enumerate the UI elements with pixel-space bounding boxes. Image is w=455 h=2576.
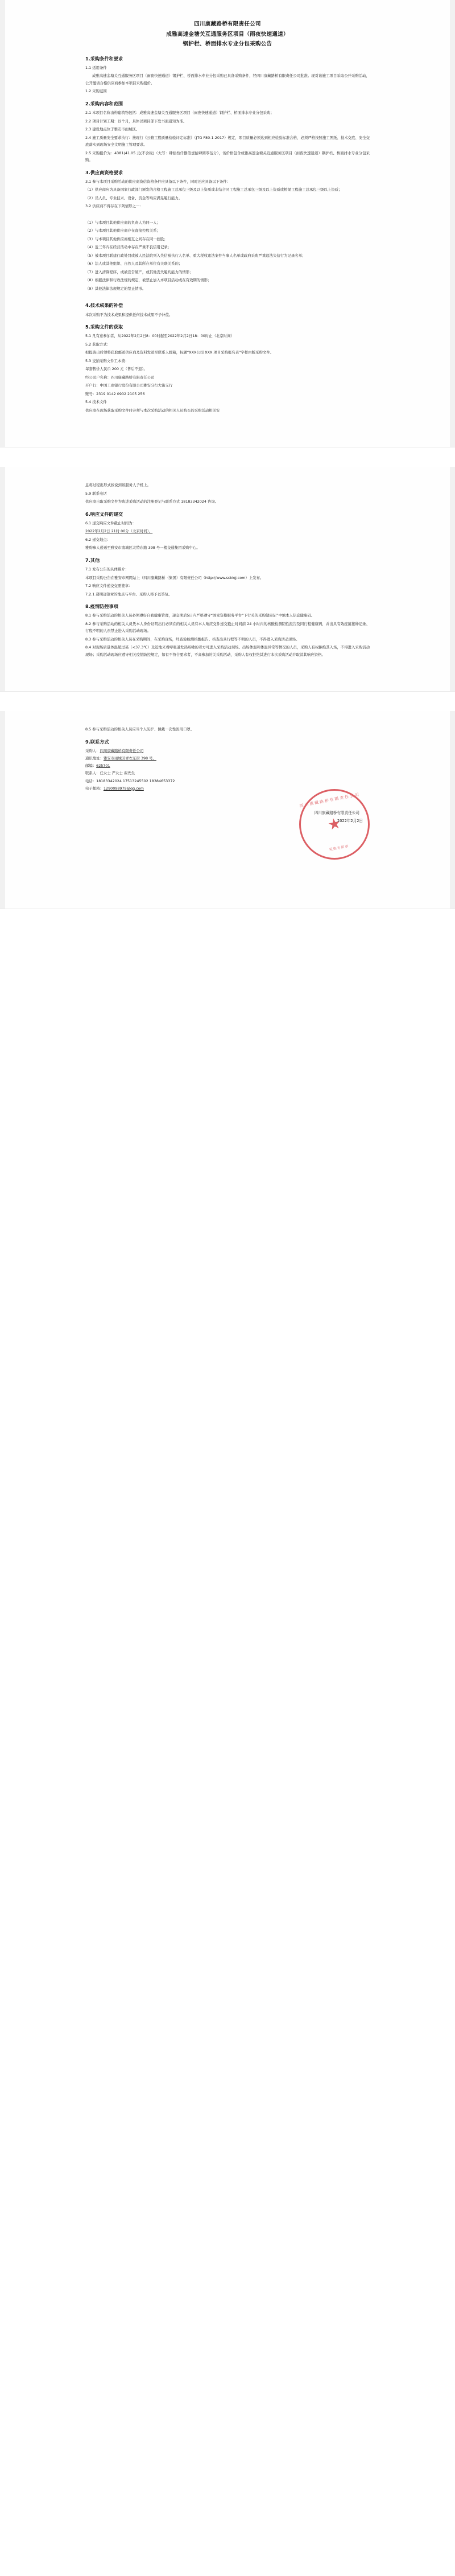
document-sheet-1: [0, 0, 455, 447]
title-line-3: 钢护栏、桥面排水专业分包采购公告: [183, 41, 272, 48]
seal-top-text: 四川康藏路桥有限责任公司: [299, 792, 361, 808]
contact-label: 邮编：: [85, 763, 97, 769]
section-5-line-3: 拟提请出后须将获取邮送供应商及资料发送至联系人邮箱，标题“XXX公司 XXX 项目采购报名表”字样由版采购文件。: [85, 350, 274, 355]
section-2-line-2: 2.2 项目计划工期：以个月，具体以项目部下发书面通知为准。: [85, 118, 187, 124]
section-8-line-3: 8.3 参与采购活动的相关人员在采购期间，在采购现场，经查验检测核酸报告、核查出具行程等不明的人员，不得进入采购活动现场。: [85, 636, 300, 642]
contact-row: [85, 747, 370, 755]
section-7-line-4: 7.2.1 递期递签章的地点与平台、采购人将予以答复。: [85, 591, 172, 597]
section-heading-7: 7.其他: [85, 557, 100, 563]
list-item: （9）其他法律法规规定的禁止情形。: [85, 286, 146, 291]
list-item: （1）与本项目其他供应商的负责人为同一人；: [85, 220, 160, 225]
section-5-line-4: 5.3 交纳采购文件工本费：: [85, 358, 129, 363]
list-item: （7）进入清算程序，或被宣告破产，或其他丧失履约能力的情形；: [85, 269, 193, 274]
list-item: （2）与本项目其他供应商存在直接控股关系；: [85, 228, 160, 233]
signature-company: 四川康藏路桥有限责任公司: [314, 810, 359, 815]
contact-value: 625701: [96, 763, 110, 769]
list-item: （8）根据法律和行政法规的规定，被禁止加入本项目活动或在有效期的情形；: [85, 278, 212, 283]
section-2-line-5: 2.5 采购报价为：4381(41.05 元(不含税)（大写：肆拾叁仟捌佰壹拾肆圆零伍分），该价格包含成雅高速金塘关互通服务区项目（雨夜快速通道）钢护栏、桥面排水专业分包采购。: [85, 150, 370, 163]
section-7-line-2: 本项目采购公告在雅安市网网站上（四川康藏路桥（集团）有限责任公司（http://www.scklqj.com）上发布。: [85, 575, 264, 580]
section-heading-2: 2.采购内容和范围: [85, 100, 123, 106]
section-7-line-1: 7.1 发布公告的具体媒介：: [85, 567, 129, 572]
contact-value: 四川康藏路桥有限责任公司: [100, 749, 144, 754]
section-1-line-1: 1.1 适用条件: [85, 65, 107, 70]
section-5-line-6: 经公司户名称：四川康藏路桥有限责任公司: [85, 375, 155, 380]
seal-star-icon: ★: [326, 814, 343, 834]
document-sheet-2: [0, 467, 455, 692]
continuation-line-3: 供应商自取采购文件为购进采购活动的注册登记与联系方式 18183342024 咨询。: [85, 499, 219, 504]
section-1-line-2: 成雅高速金塘关互通服务区项目（雨夜快速通道）钢护栏、桥面排水专业分包采购已具备采购条件，经四川康藏路桥有限责任公司批准。现对该施工项目采取公开采购活动，公开邀请合格供应商参加本项目采购报价。: [85, 73, 370, 85]
section-5-line-1: 5.1 凡有意参加者，从2022年2月2日8：00时起至2022年2月2日18：00时止（北京时间）: [85, 334, 234, 339]
list-item: （6）法人或其他组织、自然人及其所在单位有关联关系的；: [85, 261, 183, 266]
contact-row: [85, 755, 370, 762]
page-edge-right: [450, 467, 455, 691]
section-2-line-3: 2.3 建设地点位于雅安市雨城区。: [85, 127, 140, 132]
contact-value: 18183342024 17513245502 18384653372: [96, 778, 175, 783]
contact-value: 1290098979@qq.com: [103, 786, 144, 791]
section-5-line-8: 账号：2319 0142 0902 2105 256: [85, 391, 145, 396]
continuation-line-1: 息将过程出形式按说到该服务人予机上。: [85, 483, 151, 488]
list-item: （3）与本项目其他供应商相互之间存在同一控股；: [85, 236, 168, 241]
page-title: [85, 19, 370, 50]
contact-label: 电子邮箱：: [85, 786, 104, 791]
title-line-1: 四川康藏路桥有限责任公司: [194, 21, 261, 27]
section-5-line-10: 供应商在现场获取采购文件时必须与本次采购活动的相关人员购买的采购活动相关安: [85, 408, 220, 413]
section-8-line-4: 8.4 对现场质量体温超过某（<37.3℃）及近地来看呼吸道发热咳嗽的者方可进入采购活动现场。出场体温和体温异常等情况的人员，采购人有权拒绝其入场，不得进入采购活动现场；采购活动现场应遵守相关疫情防控规定，如有不符合要求者，不高参加的关采购活动，采购人有权拒绝其进行本次采购活动并取消其响应资格。: [85, 645, 370, 657]
section-8-line-2: 8.2 参与采购活动的相关人员凭本人身份证明出行必须在的相关人员有本人响应交件递交截止时间前 24 小时内的核酸检测阴性报告及同行程健康码，并出具有效疫苗接种记录、行程不明的人员禁止进入采购活动现场。: [85, 621, 370, 634]
contact-label: 联系人：: [85, 771, 100, 776]
section-heading-6: 6.响应文件的递交: [85, 511, 123, 517]
contact-row: [85, 762, 370, 770]
section-3-line-1: 3.1 参与本项目采购活动的供应商资信资格条件应具备以下条件，同时还应具备以下条件：: [85, 179, 231, 184]
page-edge-right: [450, 711, 455, 909]
title-line-2: 成雅高速金塘关互通服务区项目（雨夜快速通道）: [166, 31, 289, 38]
contact-label: 采购人：: [85, 749, 100, 754]
document-sheet-3: [0, 711, 455, 909]
page-edge-left: [0, 711, 5, 909]
section-heading-4: 4.技术成果的补偿: [85, 302, 123, 309]
seal-bottom-text: 采购专用章: [329, 844, 349, 852]
continuation-line-2: 5.9 联系电话: [85, 491, 107, 496]
section-4-line-1: 本次采购不为技术成果和提供任何技术成果不予补偿。: [85, 312, 173, 317]
contact-label: 通讯地址：: [85, 756, 104, 761]
section-7-line-3: 7.2 响应文件递交交需签章：: [85, 584, 133, 589]
section-heading-8: 8.疫情防控事项: [85, 603, 118, 610]
list-item: （4）近三年内在经营活动中存在严重不良信用记录；: [85, 245, 172, 250]
section-3-line-3: （2）员人员、专业技术、设备、资金等均应满足履行能力。: [85, 195, 183, 200]
signature-date: 2022年2月2日: [337, 818, 363, 823]
section-5-line-2: 5.2 获取方式：: [85, 342, 111, 347]
section-5-line-9: 5.4 技术文件: [85, 400, 107, 405]
section-heading-9: 9.联系方式: [85, 738, 109, 745]
list-item: （5）被本项目联建行政处罚或被人民法院列入失信被执行人名单、重大税收违法案件当事人名单或政府采购严重违法失信行为记录名单；: [85, 253, 306, 258]
section-8-line-1: 8.1 参与采购活动的相关人员必须遵好自我健康管理，递交期后5日内严格遵守“国家资格服务平台”下行关的采购健康证”中填本人信息健康码。: [85, 613, 315, 618]
section-6-line-3: 6.2 递交地点：: [85, 537, 111, 542]
contact-value: 任女士 严女士 翟先生: [100, 771, 135, 776]
section-3-line-4: 3.2 供应商不得存在下列情形之一：: [85, 204, 143, 209]
page-edge-left: [0, 467, 5, 691]
section-heading-5: 5.采购文件的获取: [85, 323, 123, 330]
section-2-line-4: 2.4 施工质量安全要求执行：按现行《公路工程质量检验评定标准》（JTG F80-1-2017）规定，项目质量必须达到相应检验标准合格，必须严格按照施工图纸、技术交底、安全交底落实到现场安全文明施工管理要求。: [85, 135, 370, 147]
final-line-1: 8.5 参与采购活动的相关人员应当个人防护、佩戴一次性医用口罩。: [85, 727, 195, 732]
section-5-line-7: 开户行：中国工商银行股份有限公司雅安分行大街支行: [85, 383, 173, 388]
section-6-line-2: 2022年2月2日 21时 00分（北京时间）。: [85, 529, 153, 534]
section-5-line-5: 每套售价人民币 200 元（售后不退）。: [85, 367, 147, 372]
section-3-line-2: （1）供应商应为具备国家行政部门颁发的合格工程施工总承包三级及以上资质或非结合同工程施工总承包三级及以上资质或桥梁工程施工总承包三级以上资质；: [85, 187, 342, 192]
section-heading-3: 3.供应商资格要求: [85, 169, 123, 175]
section-1-line-3: 1.2 采购范围: [85, 89, 107, 94]
section-2-line-1: 2.1 本项目名称由构建筑物包括：成雅高速金塘关互通服务区项目（雨夜快速通道）钢护栏、桥面排水专业分包采购；: [85, 110, 274, 116]
section-6-line-4: 雅购参人递送至雅安市南城区北特东路 398 号一楼交通集团采购中心。: [85, 545, 200, 550]
page-edge-left: [0, 0, 5, 447]
contact-label: 电话：: [85, 778, 97, 783]
section-6-line-1: 6.1 递交响应文件截止时间为：: [85, 520, 136, 525]
contact-row: [85, 778, 370, 785]
contact-value: 雅安市雨城区青衣东街 398 号。: [103, 756, 156, 761]
section-heading-1: 1.采购条件和要求: [85, 55, 123, 61]
contact-row: [85, 770, 370, 777]
document-page: [0, 0, 455, 909]
page-edge-right: [450, 0, 455, 447]
